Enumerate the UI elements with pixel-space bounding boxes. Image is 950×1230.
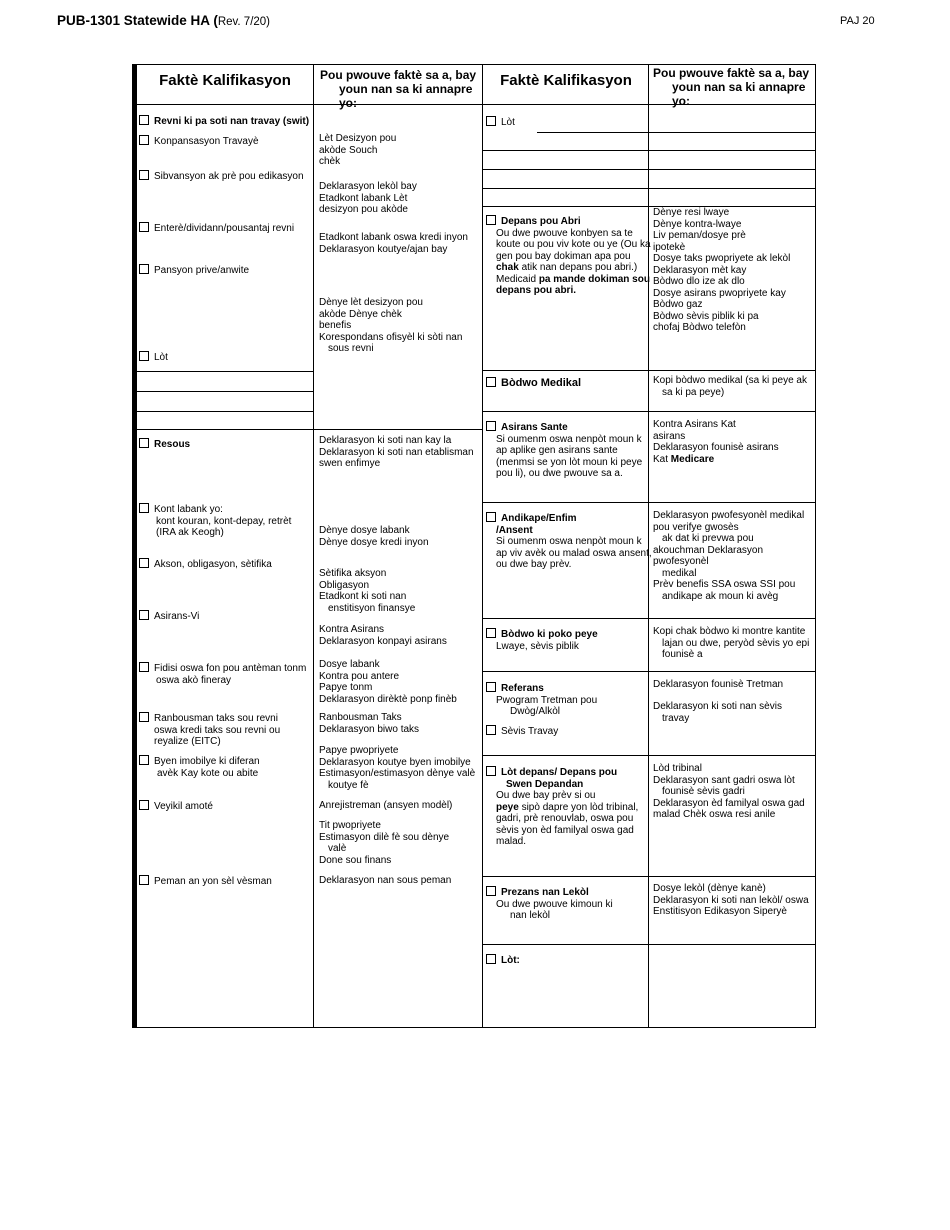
- burial-fund-item[interactable]: Fidisi oswa fon pou antèman tonm oswa akò fineray: [139, 662, 306, 686]
- checkbox[interactable]: [139, 712, 149, 722]
- proof-school-attendance: Dosye lekòl (dènye kanè) Deklarasyon ki soti nan lekòl/ oswa Enstitisyon Edikasyon Siperyè: [653, 883, 809, 917]
- dependent-care-item[interactable]: Lòt depans/ Depans pou Swen Depandan Ou dwe bay prèv si ou peye sipò dapre yon lòd tribinal, gadri, prè renouvlab, oswa pou sèvis yon èd familyal oswa gad malad.: [486, 766, 638, 848]
- other-top-item[interactable]: Lòt: [486, 116, 515, 129]
- checkbox[interactable]: [486, 421, 496, 431]
- blank-row-line: [537, 132, 648, 133]
- column-divider: [482, 64, 483, 1028]
- section-rule: [482, 876, 816, 877]
- column-divider: [313, 64, 314, 1028]
- proof-vehicles: Tit pwopriyete Estimasyon dilè fè sou dènye valè Done sou finans: [319, 820, 450, 866]
- proof-referrals: Deklarasyon founisè Tretman: [653, 679, 784, 690]
- blank-row-line: [135, 391, 313, 392]
- stocks-item[interactable]: Akson, obligasyon, sètifika: [139, 558, 272, 571]
- column-header-proof: Pou pwouve faktè sa a, bay youn nan sa ki annapre yo:: [320, 68, 477, 110]
- checkbox[interactable]: [139, 558, 149, 568]
- revision-date: Rev. 7/20): [217, 16, 271, 28]
- checkbox[interactable]: [486, 886, 496, 896]
- section-rule: [482, 944, 816, 945]
- proof-tax-refund: Ranbousman Taks Deklarasyon biwo taks: [319, 712, 420, 735]
- medical-bills-item[interactable]: Bòdwo Medikal: [486, 377, 581, 390]
- proof-edu-grants: Deklarasyon lekòl bay Etadkont labank Lèt desizyon pou akòde: [319, 181, 417, 215]
- proof-unpaid-bills: Kopi chak bòdwo ki montre kantite lajan ou dwe, peryòd sèvis yo epi founisè a: [653, 626, 810, 660]
- proof-dependent-care: Lòd tribinal Deklarasyon sant gadri oswa lòt founisè sèvis gadri Deklarasyon èd familyal oswa gad malad Chèk oswa resi anile: [653, 763, 805, 820]
- checkbox[interactable]: [139, 170, 149, 180]
- checkbox[interactable]: [139, 264, 149, 274]
- blank-row-line: [135, 371, 313, 372]
- blank-row-line: [482, 150, 816, 151]
- checkbox[interactable]: [139, 135, 149, 145]
- proof-shelter-costs: Dènye resi lwaye Dènye kontra-lwaye Liv peman/dosye prè ipotekè Dosye taks pwopriyete ak lekòl Deklarasyon mèt kay Bòdwo dlo ize ak dlo Dosye asirans pwopriyete kay Bòdwo gaz Bòdwo sèvis piblik ki pa chofaj Bòdwo telefòn: [653, 207, 791, 333]
- proof-resources: Deklarasyon ki soti nan kay la Deklarasyon ki soti nan etablisman swen enfimye: [319, 435, 474, 469]
- other-income-item[interactable]: Lòt: [139, 351, 168, 364]
- checkbox[interactable]: [139, 755, 149, 765]
- health-insurance-item[interactable]: Asirans Sante Si oumenm oswa nenpòt moun k ap aplike gen asirans sante (menmsi se yon lòt moun ki peye pou li), ou dwe pwouve sa a.: [486, 421, 642, 480]
- workers-comp-item[interactable]: Konpansasyon Travayè: [139, 135, 259, 148]
- resources-item[interactable]: Resous: [139, 438, 190, 451]
- pensions-item[interactable]: Pansyon prive/anwite: [139, 264, 249, 277]
- lump-sum-item[interactable]: Peman an yon sèl vèsman: [139, 875, 272, 888]
- checkbox[interactable]: [486, 628, 496, 638]
- proof-health-insurance: Kontra Asirans Kat asirans Deklarasyon founisè asirans Kat Medicare: [653, 419, 779, 465]
- proof-life-insurance: Kontra Asirans Deklarasyon konpayi asirans: [319, 624, 447, 647]
- disability-pregnancy-item[interactable]: Andikape/Enfim /Ansent Si oumenm oswa nenpòt moun k ap viv avèk ou malad oswa ansent, ou dwe bay prèv.: [486, 512, 652, 571]
- checkbox[interactable]: [486, 725, 496, 735]
- section-rule: [482, 755, 816, 756]
- proof-lump-sum: Deklarasyon nan sous peman: [319, 875, 452, 886]
- checkbox[interactable]: [139, 115, 149, 125]
- checkbox[interactable]: [139, 503, 149, 513]
- proof-burial-fund: Dosye labank Kontra pou antere Papye tonm Deklarasyon dirèktè ponp finèb: [319, 659, 457, 705]
- tax-refund-item[interactable]: Ranbousman taks sou revni oswa kredi taks sou revni ou reyalize (EITC): [139, 712, 280, 748]
- work-services-item[interactable]: Sèvis Travay: [486, 725, 558, 738]
- proof-stocks: Sètifika aksyon Obligasyon Etadkont ki soti nan enstitisyon finansye: [319, 568, 416, 614]
- section-rule: [135, 429, 482, 430]
- form-code: PUB-1301 Statewide HA (Rev. 7/20): [57, 13, 271, 28]
- bank-accounts-item[interactable]: Kont labank yo: kont kouran, kont-depay, retrèt (IRA ak Keogh): [139, 503, 291, 539]
- blank-row-line: [135, 411, 313, 412]
- vehicles-item[interactable]: Veyikil amoté: [139, 800, 213, 813]
- checkbox[interactable]: [139, 610, 149, 620]
- checkbox[interactable]: [486, 954, 496, 964]
- page-number: PAJ 20: [840, 15, 875, 27]
- proof-interest: Etadkont labank oswa kredi inyon Deklarasyon koutye/ajan bay: [319, 232, 468, 255]
- section-rule: [482, 618, 816, 619]
- other-bottom-item[interactable]: Lòt:: [486, 954, 520, 967]
- blank-row-line: [648, 132, 816, 133]
- section-rule: [482, 671, 816, 672]
- proof-work-services: Deklarasyon ki soti nan sèvis travay: [653, 701, 782, 724]
- checkbox[interactable]: [486, 215, 496, 225]
- column-header-fact: Faktè Kalifikasyon: [159, 72, 291, 89]
- unpaid-bills-item[interactable]: Bòdwo ki poko peye Lwaye, sèvis piblik: [486, 628, 598, 652]
- column-header-fact: Faktè Kalifikasyon: [500, 72, 632, 89]
- column-header-proof: Pou pwouve faktè sa a, bay youn nan sa ki annapre yo:: [653, 66, 810, 108]
- life-insurance-item[interactable]: Asirans-Vi: [139, 610, 199, 623]
- checkbox[interactable]: [486, 377, 496, 387]
- section-rule: [482, 502, 816, 503]
- referrals-item[interactable]: Referans Pwogram Tretman pou Dwòg/Alkòl: [486, 682, 597, 718]
- shelter-costs-item[interactable]: Depans pou Abri Ou dwe pwouve konbyen sa te koute ou pou viv kote ou ye (Ou ka gen pou bay dokiman apa pou chak atik nan depans pou abri.) Medicaid pa mande dokiman sou depans pou abri.: [486, 215, 651, 297]
- interest-item[interactable]: Enterè/dividann/pousantaj revni: [139, 222, 294, 235]
- checkbox[interactable]: [486, 766, 496, 776]
- real-property-item[interactable]: Byen imobilye ki diferan avèk Kay kote ou abite: [139, 755, 260, 779]
- proof-real-property: Papye pwopriyete Deklarasyon koutye byen imobilye Estimasyon/estimasyon dènye valè koutye fè: [319, 745, 476, 791]
- blank-row-line: [482, 169, 816, 170]
- checkbox[interactable]: [139, 662, 149, 672]
- proof-workers-comp: Lèt Desizyon pou akòde Souch chèk: [319, 133, 397, 167]
- section-rule: [482, 411, 816, 412]
- checkbox[interactable]: [486, 682, 496, 692]
- proof-bank-accounts: Dènye dosye labank Dènye dosye kredi inyon: [319, 525, 429, 548]
- checkbox[interactable]: [139, 222, 149, 232]
- checkbox[interactable]: [139, 875, 149, 885]
- unearned-income-item[interactable]: Revni ki pa soti nan travay (swit): [139, 115, 309, 128]
- blank-row-line: [482, 188, 816, 189]
- checkbox[interactable]: [139, 438, 149, 448]
- checkbox[interactable]: [486, 512, 496, 522]
- checkbox[interactable]: [139, 351, 149, 361]
- checkbox[interactable]: [486, 116, 496, 126]
- proof-vehicles-registration: Anrejistreman (ansyen modèl): [319, 800, 453, 811]
- edu-grants-item[interactable]: Sibvansyon ak prè pou edikasyon: [139, 170, 304, 183]
- proof-disability: Deklarasyon pwofesyonèl medikal pou verifye gwosès ak dat ki prevwa pou akouchman Deklarasyon pwofesyonèl medikal Prèv benefis SSA oswa SSI pou andikape ak moun ki avèg: [653, 510, 805, 602]
- checkbox[interactable]: [139, 800, 149, 810]
- proof-pensions: Dènye lèt desizyon pou akòde Dènye chèk benefis Korespondans ofisyèl ki sòti nan sous revni: [319, 297, 463, 354]
- proof-medical-bills: Kopi bòdwo medikal (sa ki peye ak sa ki pa peye): [653, 375, 807, 398]
- school-attendance-item[interactable]: Prezans nan Lekòl Ou dwe pwouve kimoun ki nan lekòl: [486, 886, 613, 922]
- section-rule: [482, 370, 816, 371]
